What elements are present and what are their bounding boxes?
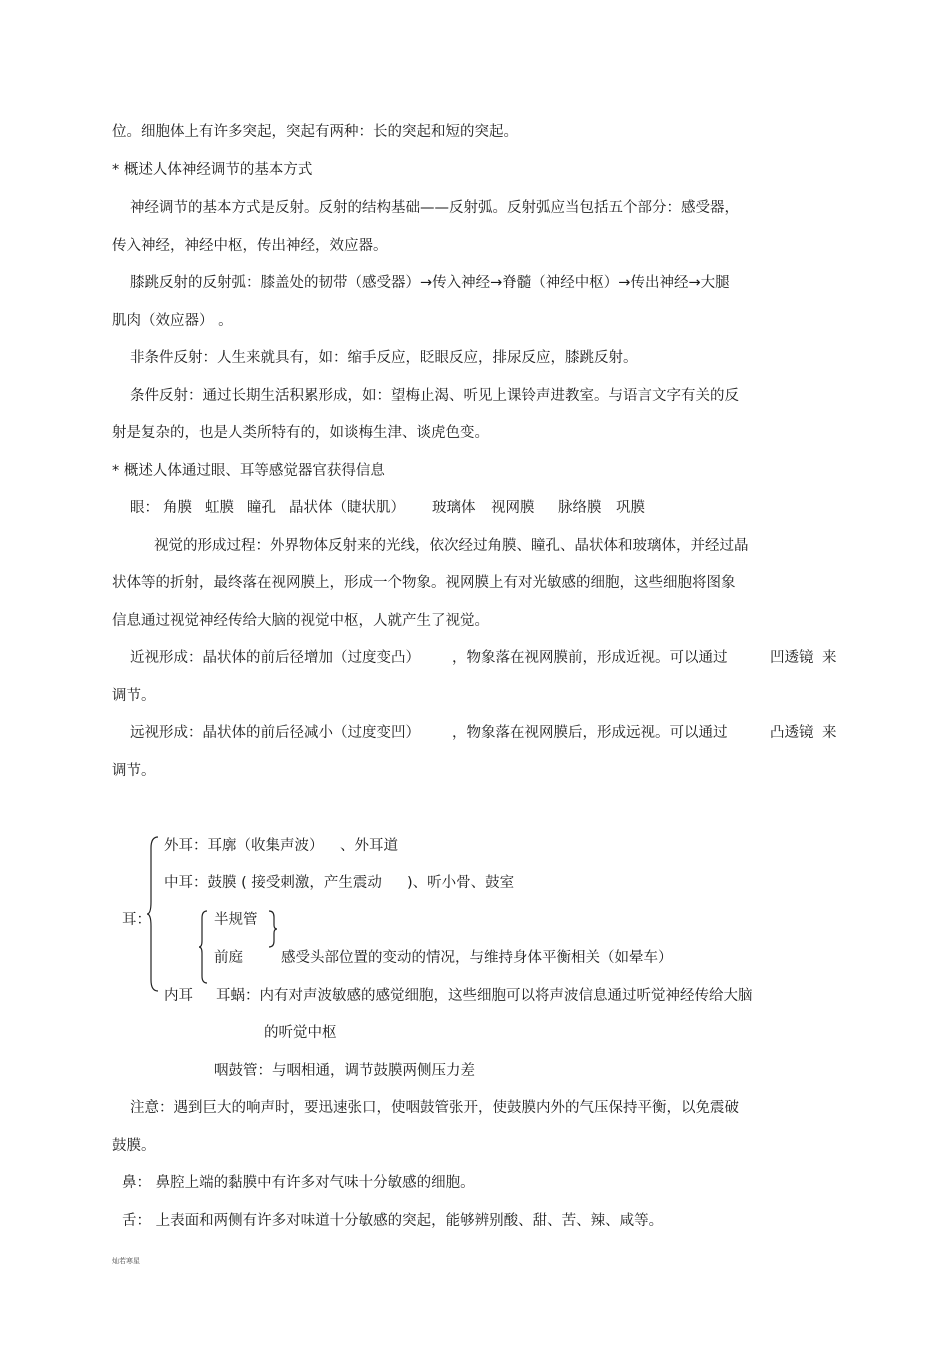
paragraph-line: 信息通过视觉神经传给大脑的视觉中枢，人就产生了视觉。 (112, 613, 489, 629)
paragraph-line: 传入神经，神经中枢，传出神经，效应器。 (112, 238, 388, 254)
balance-function: 感受头部位置的变动的情况，与维持身体平衡相关（如晕车） (281, 950, 673, 966)
outer-ear-canal: 、外耳道 (340, 838, 398, 854)
balance-brace-right (268, 910, 278, 948)
paragraph-line: 非条件反射：人生来就具有，如：缩手反应，眨眼反应，排尿反应，膝跳反射。 (130, 350, 638, 366)
paragraph-line: 注意：遇到巨大的响声时，要迅速张口，使咽鼓管张开，使鼓膜内外的气压保持平衡，以免震破 (130, 1100, 739, 1116)
eye-part: 瞳孔 (247, 500, 276, 516)
myopia-lens: 凹透镜 (770, 650, 814, 666)
middle-ear-parts: )、听小骨、鼓室 (407, 875, 515, 891)
cochlea-line: 耳蜗：内有对声波敏感的感觉细胞，这些细胞可以将声波信息通过听觉神经传给大脑 (216, 988, 753, 1004)
ear-brace-left (146, 836, 160, 992)
outer-ear-text: 外耳：耳廓（收集声波） (164, 838, 324, 854)
hyperopia-tail: 来 (822, 725, 837, 741)
inner-brace-left (198, 910, 208, 984)
paragraph-line: 条件反射：通过长期生活积累形成，如：望梅止渴、听见上课铃声进教室。与语言文字有关的反 (130, 388, 739, 404)
eye-part: 脉络膜 (558, 500, 602, 516)
paragraph-line: 位。细胞体上有许多突起，突起有两种：长的突起和短的突起。 (112, 124, 518, 140)
eye-part: 巩膜 (616, 500, 645, 516)
myopia-line (130, 648, 837, 668)
ear-label: 耳： (122, 912, 151, 928)
paragraph-line: 状体等的折射，最终落在视网膜上，形成一个物象。视网膜上有对光敏感的细胞，这些细胞将图象 (112, 575, 736, 591)
paragraph-line: 神经调节的基本方式是反射。反射的结构基础——反射弧。反射弧应当包括五个部分：感受器， (130, 200, 739, 216)
hyperopia-result: ，物象落在视网膜后，形成远视。可以通过 (452, 725, 728, 741)
eustachian-tube: 咽鼓管：与咽相通，调节鼓膜两侧压力差 (214, 1063, 475, 1079)
eye-parts-line (130, 498, 645, 518)
hyperopia-line (130, 723, 837, 743)
middle-ear-line (164, 873, 515, 893)
section-heading: * 概述人体神经调节的基本方式 (112, 162, 313, 178)
section-heading: * 概述人体通过眼、耳等感觉器官获得信息 (112, 463, 385, 479)
eye-part: 视网膜 (491, 500, 535, 516)
semicircular-canal: 半规管 (214, 912, 258, 928)
hyperopia-cause: 远视形成：晶状体的前后径减小（过度变凹） (130, 725, 420, 741)
paragraph-line: 调节。 (112, 763, 156, 779)
paragraph-line: 射是复杂的，也是人类所特有的，如谈梅生津、谈虎色变。 (112, 425, 489, 441)
eye-part: 玻璃体 (432, 500, 476, 516)
eye-part: 晶状体（睫状肌） (289, 500, 405, 516)
inner-ear-label: 内耳 (164, 988, 193, 1004)
hyperopia-lens: 凸透镜 (770, 725, 814, 741)
eye-part: 角膜 (163, 500, 192, 516)
myopia-cause: 近视形成：晶状体的前后径增加（过度变凸） (130, 650, 420, 666)
nose-line: 鼻： 鼻腔上端的黏膜中有许多对气味十分敏感的细胞。 (122, 1175, 475, 1191)
tongue-line: 舌： 上表面和两侧有许多对味道十分敏感的突起，能够辨别酸、甜、苦、辣、咸等。 (122, 1213, 664, 1229)
vestibule: 前庭 (214, 950, 243, 966)
myopia-result: ，物象落在视网膜前，形成近视。可以通过 (452, 650, 728, 666)
paragraph-line: 肌肉（效应器） 。 (112, 313, 233, 329)
eye-part: 虹膜 (205, 500, 234, 516)
page-footer: 灿若寒星 (112, 1257, 140, 1265)
middle-ear-text: 中耳：鼓膜 ( 接受刺激，产生震动 (164, 875, 382, 891)
eye-label: 眼： (130, 500, 159, 516)
paragraph-line: 调节。 (112, 688, 156, 704)
paragraph-line: 膝跳反射的反射弧：膝盖处的韧带（感受器）→传入神经→脊髓（神经中枢）→传出神经→大腿 (130, 275, 730, 291)
myopia-tail: 来 (822, 650, 837, 666)
paragraph-line: 视觉的形成过程：外界物体反射来的光线，依次经过角膜、瞳孔、晶状体和玻璃体，并经过晶 (154, 538, 749, 554)
outer-ear-line (164, 836, 398, 856)
paragraph-line: 鼓膜。 (112, 1138, 156, 1154)
cochlea-line-2: 的听觉中枢 (264, 1025, 337, 1041)
